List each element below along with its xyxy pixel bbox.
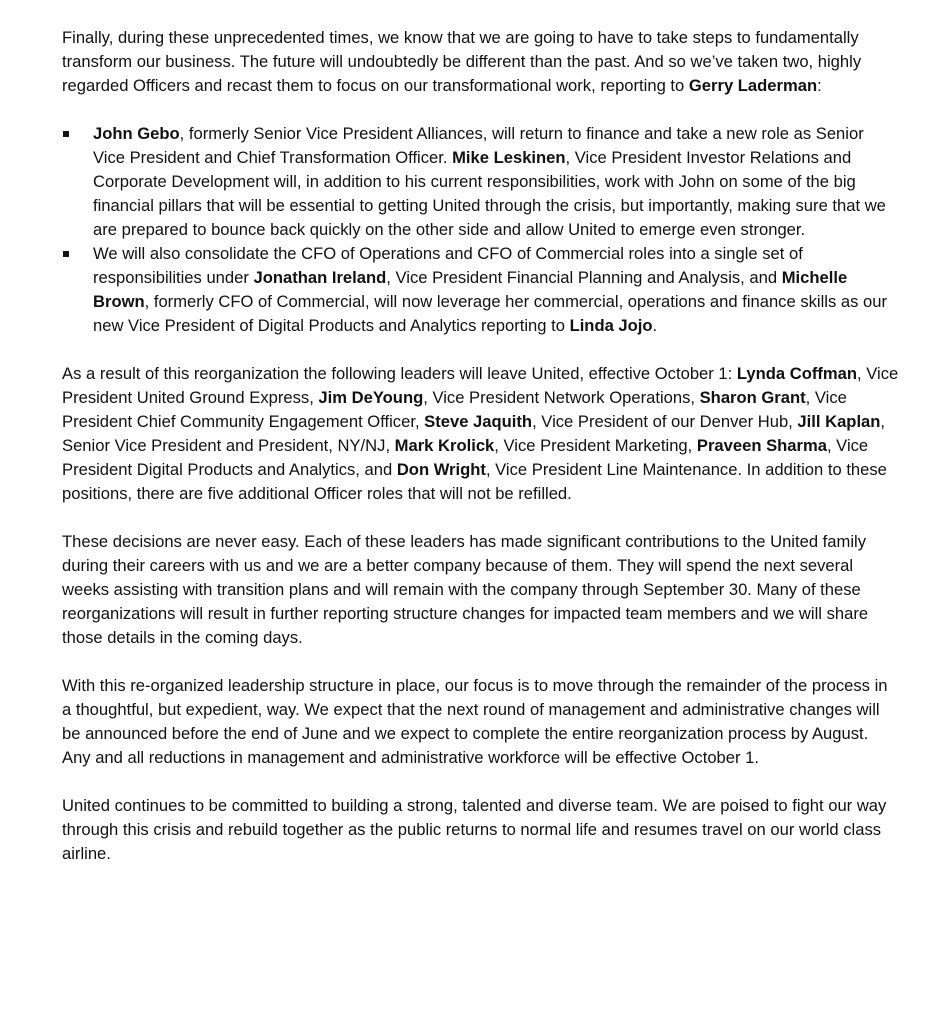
bullet-item-consolidation: We will also consolidate the CFO of Operations and CFO of Commercial roles into a single set of responsibilities under Jonathan Ireland, Vice President Financial Planning and Analysis, and Michelle Brown, formerly CFO of Commercial, will now leverage her commercial, operations and finance skills as our new Vice President of Digital Products and Analytics reporting to Linda Jojo. bbox=[62, 242, 900, 338]
bullet-square-icon bbox=[63, 251, 69, 257]
name-sharon-grant: Sharon Grant bbox=[699, 388, 806, 407]
bullet-square-icon bbox=[63, 131, 69, 137]
name-gerry-laderman: Gerry Laderman bbox=[688, 76, 818, 95]
bullet-item-transformation: John Gebo, formerly Senior Vice President Alliances, will return to finance and take a new role as Senior Vice President and Chief Transformation Officer. Mike Leskinen, Vice President Investor Relations and Corporate Development will, in addition to his current responsibilities, work with John on some of the big financial pillars that will be essential to getting United through the crisis, but importantly, making sure that we are prepared to bounce back quickly on the other side and allow United to emerge even stronger. bbox=[62, 122, 900, 242]
name-mark-krolick: Mark Krolick bbox=[394, 436, 495, 455]
name-lynda-coffman: Lynda Coffman bbox=[736, 364, 858, 383]
bullet-list bbox=[62, 122, 900, 338]
name-jill-kaplan: Jill Kaplan bbox=[797, 412, 881, 431]
name-michelle-brown: Michelle Brown bbox=[93, 268, 848, 311]
intro-paragraph: Finally, during these unprecedented times, we know that we are going to have to take steps to fundamentally transform our business. The future will undoubtedly be different than the past. And so we’ve taken two, highly regarded Officers and recast them to focus on our transformational work, reporting to Gerry Laderman: bbox=[62, 28, 862, 95]
name-praveen-sharma: Praveen Sharma bbox=[696, 436, 827, 455]
name-don-wright: Don Wright bbox=[396, 460, 486, 479]
decisions-paragraph: These decisions are never easy. Each of these leaders has made significant contributions to the United family during their careers with us and we are a better company because of them. They will spend the next several weeks assisting with transition plans and will remain with the company through September 30. Many of these reorganizations will result in further reporting structure changes for impacted team members and we will share those details in the coming days. bbox=[62, 532, 869, 647]
closing-paragraph: United continues to be committed to building a strong, talented and diverse team. We are poised to fight our way through this crisis and rebuild together as the public returns to normal life and resumes travel on our world class airline. bbox=[62, 796, 887, 863]
departures-paragraph: As a result of this reorganization the following leaders will leave United, effective October 1: Lynda Coffman, Vice President United Ground Express, Jim DeYoung, Vice President Network Operations, Sharon Grant, Vice President Chief Community Engagement Officer, Steve Jaquith, Vice President of our Denver Hub, Jill Kaplan, Senior Vice President and President, NY/NJ, Mark Krolick, Vice President Marketing, Praveen Sharma, Vice President Digital Products and Analytics, and Don Wright, Vice President Line Maintenance. In addition to these positions, there are five additional Officer roles that will not be refilled. bbox=[62, 364, 899, 503]
name-mike-leskinen: Mike Leskinen bbox=[452, 148, 566, 167]
document-page bbox=[62, 26, 900, 882]
name-steve-jaquith: Steve Jaquith bbox=[424, 412, 533, 431]
name-linda-jojo: Linda Jojo bbox=[569, 316, 653, 335]
structure-paragraph: With this re-organized leadership structure in place, our focus is to move through the remainder of the process in a thoughtful, but expedient, way. We expect that the next round of management and administrative changes will be announced before the end of June and we expect to complete the entire reorganization process by August. Any and all reductions in management and administrative workforce will be effective October 1. bbox=[62, 676, 888, 767]
name-john-gebo: John Gebo bbox=[93, 124, 180, 143]
name-jonathan-ireland: Jonathan Ireland bbox=[253, 268, 387, 287]
name-jim-deyoung: Jim DeYoung bbox=[318, 388, 424, 407]
